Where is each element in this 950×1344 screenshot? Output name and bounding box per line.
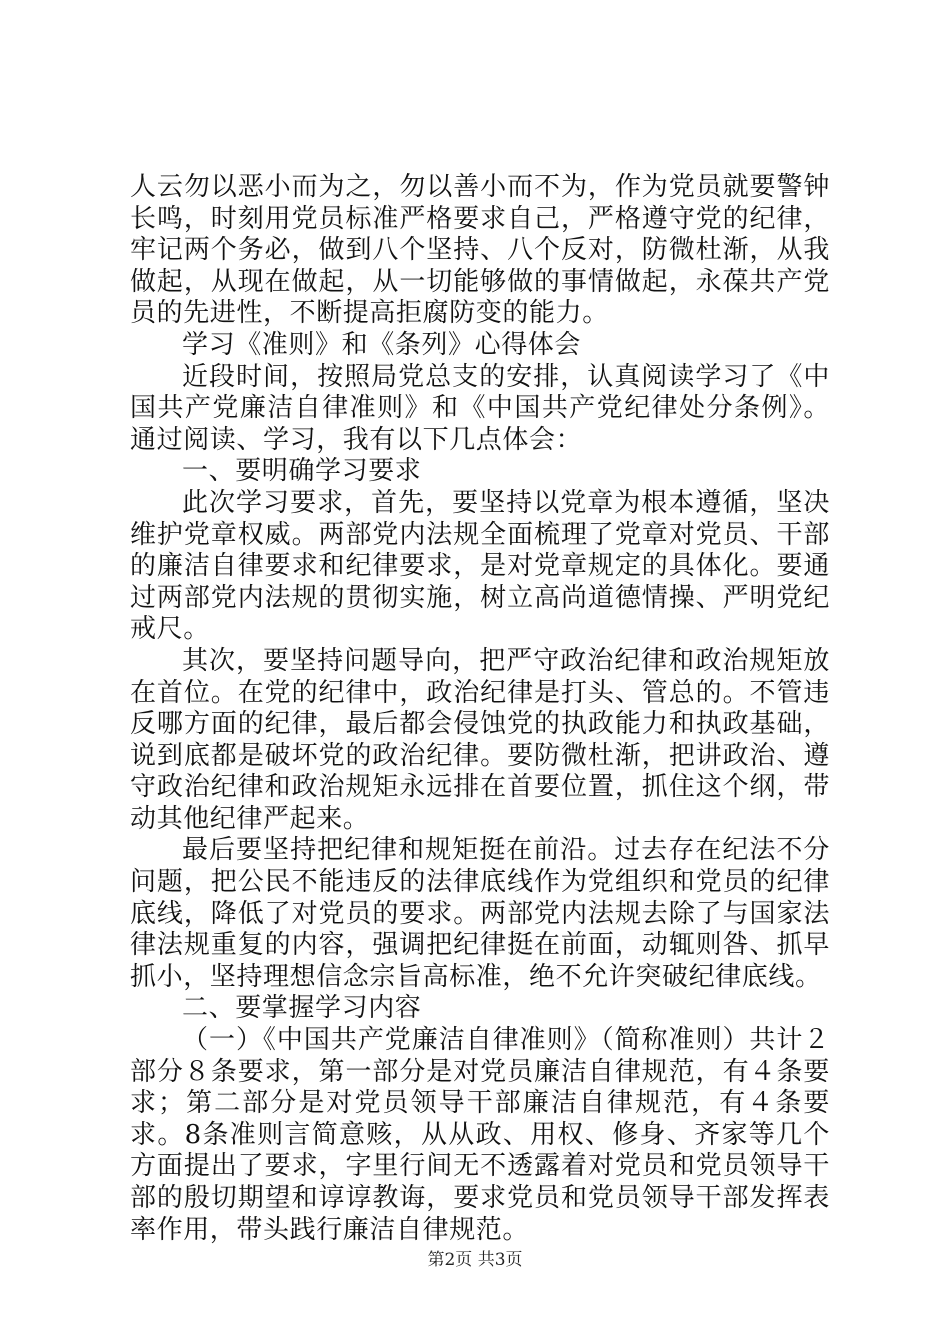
document-body bbox=[130, 172, 830, 1246]
section-title: 学习《准则》和《条列》心得体会 bbox=[182, 329, 582, 360]
heading-requirements: 一、要明确学习要求 bbox=[182, 456, 422, 487]
page-footer: 第2页 共3页 bbox=[427, 1250, 523, 1270]
paragraph-second: 其次，要坚持问题导向，把严守政治纪律和政治规矩放在首位。在党的纪律中，政治纪律是打头、管总的。不管违反哪方面的纪律，最后都会侵蚀党的执政能力和执政基础，说到底都是破坏党的政治纪律。要防微杜渐，把讲政治、遵守政治纪律和政治规矩永远排在首要位置，抓住这个纲，带动其他纪律严起来。 bbox=[130, 645, 830, 834]
paragraph-continuation: 人云勿以恶小而为之，勿以善小而不为，作为党员就要警钟长鸣，时刻用党员标准严格要求自己，严格遵守党的纪律，牢记两个务必，做到八个坚持、八个反对，防微杜渐，从我做起，从现在做起，从一切能够做的事情做起，永葆共产党员的先进性，不断提高拒腐防变的能力。 bbox=[130, 172, 830, 329]
paragraph-code-summary: （一）《中国共产党廉洁自律准则》（简称准则）共计２部分８条要求，第一部分是对党员廉洁自律规范，有４条要求；第二部分是对党员领导干部廉洁自律规范，有４条要求。8条准则言简意赅，从从政、用权、修身、齐家等几个方面提出了要求，字里行间无不透露着对党员和党员领导干部的殷切期望和谆谆教诲，要求党员和党员领导干部发挥表率作用，带头践行廉洁自律规范。 bbox=[130, 1025, 830, 1245]
heading-content: 二、要掌握学习内容 bbox=[182, 993, 422, 1024]
paragraph-first: 此次学习要求，首先，要坚持以党章为根本遵循，坚决维护党章权威。两部党内法规全面梳理了党章对党员、干部的廉洁自律要求和纪律要求，是对党章规定的具体化。要通过两部党内法规的贯彻实施，树立高尚道德情操、严明党纪戒尺。 bbox=[130, 487, 830, 645]
paragraph-intro: 近段时间，按照局党总支的安排，认真阅读学习了《中国共产党廉洁自律准则》和《中国共产党纪律处分条例》。通过阅读、学习，我有以下几点体会： bbox=[130, 361, 830, 455]
paragraph-last: 最后要坚持把纪律和规矩挺在前沿。过去存在纪法不分问题，把公民不能违反的法律底线作为党组织和党员的纪律底线，降低了对党员的要求。两部党内法规去除了与国家法律法规重复的内容，强调把纪律挺在前面，动辄则咎、抓早抓小，坚持理想信念宗旨高标准，绝不允许突破纪律底线。 bbox=[130, 835, 830, 992]
